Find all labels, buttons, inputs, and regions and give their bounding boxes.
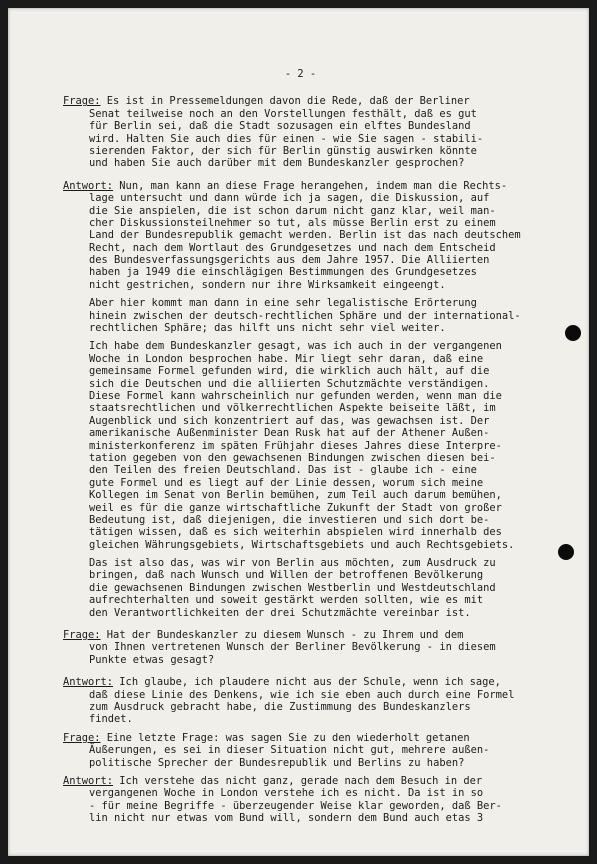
text-line — [63, 145, 588, 157]
line-text: des Bundesverfassungsgerichts aus dem Jahre 1957. Die Alliierten — [89, 254, 490, 267]
document-page — [8, 8, 589, 856]
text-line — [63, 713, 588, 725]
line-text: gleichen Währungsgebiets, Wirtschaftsgebiets und auch Rechtsgebiets. — [89, 538, 515, 551]
line-text: gute Formel und es liegt auf der Linie dessen, worum sich meine — [89, 476, 484, 489]
line-text: Äußerungen, es sei in dieser Situation nicht gut, mehrere außen- — [89, 744, 490, 757]
line-text: politische Sprecher der Bundesrepublik und Berlins zu haben? — [89, 756, 465, 769]
line-text: Hat der Bundeskanzler zu diesem Wunsch - zu Ihrem und dem — [100, 629, 464, 642]
line-text: weil es für die ganze wirtschaftliche Zukunft der Stadt von großer — [89, 501, 502, 514]
text-line — [63, 402, 588, 414]
text-line — [63, 594, 588, 606]
line-text: Kollegen im Senat von Berlin bemühen, zum Teil auch darum bemühen, — [89, 489, 502, 502]
text-line — [63, 108, 588, 120]
line-text: den Teilen des freien Deutschland. Das ist - glaube ich - eine — [89, 464, 477, 477]
text-line — [63, 390, 588, 402]
text-line — [63, 502, 588, 514]
line-text: den Verantwortlichkeiten der drei Schutzmächte vereinbar ist. — [89, 606, 471, 619]
text-line — [63, 452, 588, 464]
line-text: rechtlichen Sphäre; das hilft uns nicht sehr viel weiter. — [89, 322, 446, 335]
text-line — [63, 95, 588, 107]
text-line — [63, 427, 588, 439]
text-line — [63, 732, 588, 744]
answer-block — [63, 676, 588, 726]
line-text: Ich glaube, ich plaudere nicht aus der Schule, wenn ich sage, — [113, 676, 501, 689]
line-text: tätigen wissen, daß es sich weiterhin abspielen wird innerhalb des — [89, 526, 502, 539]
line-text: von Ihnen vertretenen Wunsch der Berliner Bevölkerung - in diesem — [89, 641, 496, 654]
line-text: gemeinsame Formel gefunden wird, die wirklich auch hält, auf die — [89, 365, 490, 378]
text-line — [63, 242, 588, 254]
text-line — [63, 607, 588, 619]
line-text: Woche in London besprochen habe. Mir liegt sehr daran, daß eine — [89, 352, 484, 365]
line-text: Es ist in Pressemeldungen davon die Rede, daß der Berliner — [100, 95, 470, 108]
speaker-label: Antwort: — [63, 179, 114, 192]
text-line — [63, 378, 588, 390]
paragraph-block — [63, 340, 588, 551]
line-text: nicht gestrichen, sondern nur ihre Wirksamkeit eingeengt. — [89, 278, 446, 291]
text-line — [63, 526, 588, 538]
text-line — [63, 440, 588, 452]
text-line — [63, 217, 588, 229]
text-line — [63, 266, 588, 278]
answer-block — [63, 180, 588, 292]
text-line — [63, 322, 588, 334]
paragraph-block — [63, 297, 588, 334]
question-block — [63, 629, 588, 666]
line-text: sierenden Faktor, der sich für Berlin günstig auswirken könnte — [89, 144, 477, 157]
line-text: sich die Deutschen und die alliierten Schutzmächte verständigen. — [89, 377, 490, 390]
text-line — [63, 353, 588, 365]
punch-hole — [558, 544, 574, 560]
line-text: haben ja 1949 die einschlägigen Bestimmungen des Grundgesetzes — [89, 266, 477, 279]
text-line — [63, 701, 588, 713]
text-line — [63, 254, 588, 266]
text-line — [63, 180, 588, 192]
text-line — [63, 229, 588, 241]
text-line — [63, 812, 588, 824]
text-line — [63, 557, 588, 569]
line-text: Aber hier kommt man dann in eine sehr legalistische Erörterung — [89, 297, 477, 310]
text-line — [63, 464, 588, 476]
line-text: zum Ausdruck gebracht habe, die Zustimmung des Bundeskanzlers — [89, 700, 471, 713]
document-body — [63, 68, 588, 831]
text-line — [63, 477, 588, 489]
line-text: Nun, man kann an diese Frage herangehen, indem man die Rechts- — [113, 179, 508, 192]
text-line — [63, 539, 588, 551]
text-line — [63, 757, 588, 769]
speaker-label: Frage: — [63, 731, 101, 744]
line-text: bringen, daß nach Wunsch und Willen der betroffenen Bevölkerung — [89, 569, 484, 582]
line-text: aufrechterhalten und soweit gestärkt werden sollten, wie es mit — [89, 594, 484, 607]
line-text: wird. Halten Sie auch dies für einen - wie Sie sagen - stabili- — [89, 132, 484, 145]
text-line — [63, 676, 588, 688]
text-line — [63, 297, 588, 309]
line-text: lage untersucht und dann würde ich ja sagen, die Diskussion, auf — [89, 192, 490, 205]
text-line — [63, 744, 588, 756]
line-text: Diese Formel kann wahrscheinlich nur gefunden werden, wenn man die — [89, 390, 502, 402]
text-line — [63, 689, 588, 701]
text-line — [63, 120, 588, 132]
text-line — [63, 629, 588, 641]
punch-hole — [565, 325, 581, 341]
text-line — [63, 582, 588, 594]
text-line — [63, 800, 588, 812]
text-line — [63, 787, 588, 799]
question-block — [63, 95, 588, 169]
line-text: Punkte etwas gesagt? — [89, 653, 215, 666]
line-text: Ich verstehe das nicht ganz, gerade nach dem Besuch in der — [113, 774, 483, 787]
text-line — [63, 133, 588, 145]
line-text: Das ist also das, was wir von Berlin aus möchten, zum Ausdruck zu — [89, 557, 496, 570]
page-number: - 2 - — [284, 68, 317, 80]
text-line — [63, 192, 588, 204]
line-text: und haben Sie auch darüber mit dem Bundeskanzler gesprochen? — [89, 157, 465, 170]
line-text: cher Diskussionsteilnehmer so tut, als müsse Berlin erst zu einem — [89, 216, 496, 229]
text-line — [63, 310, 588, 322]
text-line — [63, 340, 588, 352]
speaker-label: Frage: — [63, 95, 101, 108]
line-text: Augenblick und sich konzentriert auf das, was gewachsen ist. Der — [89, 414, 490, 427]
line-text: die Sie anspielen, die ist schon darum nicht ganz klar, weil man- — [89, 204, 496, 217]
line-text: - für meine Begriffe - überzeugender Weise klar geworden, daß Ber- — [89, 799, 502, 812]
line-text: Senat teilweise noch an den Vorstellungen festhält, daß es gut — [89, 107, 477, 120]
line-text: Bedeutung ist, daß diejenigen, die investieren und sich dort be- — [89, 513, 490, 526]
text-line — [63, 775, 588, 787]
line-text: lin nicht nur etwas vom Bund will, sondern dem Bund auch etas 3 — [89, 812, 484, 825]
line-text: hinein zwischen der deutsch-rechtlichen Sphäre und der international- — [89, 309, 521, 322]
line-text: findet. — [89, 713, 133, 726]
text-line — [63, 365, 588, 377]
text-line — [63, 569, 588, 581]
line-text: daß diese Linie des Denkens, wie ich sie eben auch durch eine Formel — [89, 688, 515, 701]
text-line — [63, 489, 588, 501]
line-text: tation gegeben von den gewachsenen Bindungen zwischen diesen bei- — [89, 451, 496, 464]
text-line — [63, 279, 588, 291]
line-text: die gewachsenen Bindungen zwischen Westberlin und Westdeutschland — [89, 581, 496, 594]
speaker-label: Antwort: — [63, 774, 114, 787]
text-line — [63, 415, 588, 427]
speaker-label: Antwort: — [63, 676, 114, 689]
text-line — [63, 514, 588, 526]
text-line — [63, 205, 588, 217]
text-line — [63, 157, 588, 169]
answer-block — [63, 775, 588, 825]
line-text: amerikanische Außenminister Dean Rusk hat auf der Athener Außen- — [89, 427, 490, 440]
text-line — [63, 654, 588, 666]
line-text: Recht, nach dem Wortlaut des Grundgesetzes und nach dem Entscheid — [89, 241, 496, 254]
line-text: staatsrechtlichen und völkerrechtlichen Aspekte beiseite läßt, im — [89, 402, 496, 415]
line-text: ministerkonferenz im späten Frühjahr dieses Jahres diese Interpre- — [89, 439, 502, 452]
question-block — [63, 732, 588, 769]
speaker-label: Frage: — [63, 629, 101, 642]
line-text: Land der Bundesrepublik gemacht werden. Berlin ist das nach deutschem — [89, 229, 521, 242]
line-text: Ich habe dem Bundeskanzler gesagt, was ich auch in der vergangenen — [89, 340, 502, 353]
paragraph-block — [63, 557, 588, 619]
line-text: Eine letzte Frage: was sagen Sie zu den wiederholt getanen — [100, 731, 470, 744]
text-line — [63, 641, 588, 653]
line-text: für Berlin sei, daß die Stadt sozusagen ein elftes Bundesland — [89, 120, 471, 133]
line-text: vergangenen Woche in London verstehe ich es nicht. Da ist in so — [89, 787, 484, 800]
